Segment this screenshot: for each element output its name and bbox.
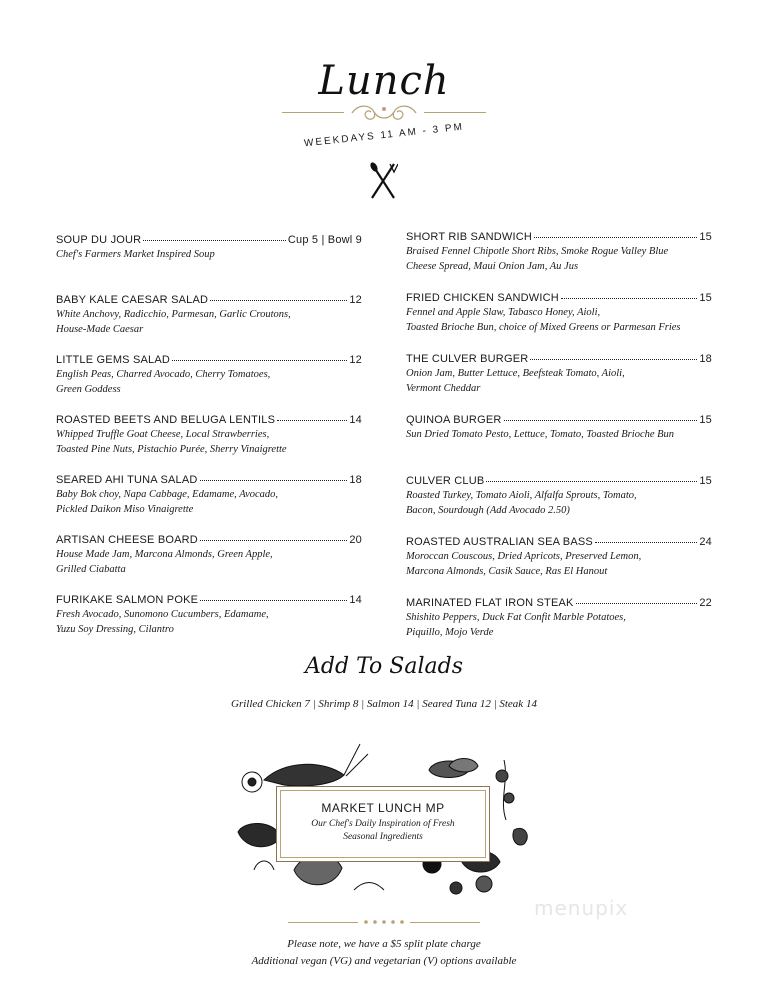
menu-item: [56, 354, 362, 414]
item-description: Braised Fennel Chipotle Short Ribs, Smoke Rogue Valley Blue Cheese Spread, Maui Onion Jam, Au Jus: [406, 246, 669, 272]
item-name: BABY KALE CAESAR SALAD: [56, 294, 209, 306]
flourish-icon: [344, 100, 424, 126]
item-description: Moroccan Couscous, Dried Apricots, Preserved Lemon, Marcona Almonds, Casik Sauce, Ras El Hanout: [406, 551, 642, 577]
item-price: 12: [349, 294, 362, 306]
title-rule-left: [282, 112, 344, 113]
item-name: SHORT RIB SANDWICH: [406, 231, 533, 243]
watermark: menupix: [534, 896, 629, 920]
item-description: House Made Jam, Marcona Almonds, Green Apple, Grilled Ciabatta: [56, 549, 273, 575]
split-plate-note: Please note, we have a $5 split plate charge: [287, 938, 481, 950]
item-price: 15: [699, 414, 712, 426]
item-price: 15: [699, 292, 712, 304]
title-rule-right: [424, 112, 486, 113]
fork-knife-icon: [368, 162, 398, 202]
item-name: LITTLE GEMS SALAD: [56, 354, 171, 366]
item-description: Onion Jam, Butter Lettuce, Beefsteak Tomato, Aioli, Vermont Cheddar: [406, 368, 625, 394]
item-name: ROASTED AUSTRALIAN SEA BASS: [406, 536, 593, 548]
item-description: White Anchovy, Radicchio, Parmesan, Garlic Croutons, House-Made Caesar: [56, 309, 291, 335]
market-lunch-title: MARKET LUNCH MP: [321, 801, 445, 815]
menu-item: [406, 414, 712, 475]
item-price: Cup 5 | Bowl 9: [287, 234, 362, 246]
item-description: Sun Dried Tomato Pesto, Lettuce, Tomato, Toasted Brioche Bun: [406, 429, 675, 440]
market-lunch-box: [276, 786, 490, 862]
item-name: ROASTED BEETS AND BELUGA LENTILS: [56, 414, 276, 426]
item-description: English Peas, Charred Avocado, Cherry Tomatoes, Green Goddess: [56, 369, 271, 395]
leader-dots: [486, 481, 697, 482]
item-price: 14: [349, 414, 362, 426]
leader-dots: [200, 540, 347, 541]
bottom-rule-left: [288, 922, 358, 923]
leader-dots: [210, 300, 347, 301]
menu-item: [406, 475, 712, 536]
leader-dots: [561, 298, 697, 299]
item-name: MARINATED FLAT IRON STEAK: [406, 597, 574, 609]
menu-item: [56, 594, 362, 654]
item-name: ARTISAN CHEESE BOARD: [56, 534, 198, 546]
bottom-rule-right: [410, 922, 480, 923]
leader-dots: [504, 420, 698, 421]
vegan-options-note: Additional vegan (VG) and vegetarian (V) options available: [251, 955, 517, 967]
leader-dots: [277, 420, 347, 421]
item-name: QUINOA BURGER: [406, 414, 502, 426]
menu-item: [406, 353, 712, 414]
item-description: Fennel and Apple Slaw, Tabasco Honey, Aioli, Toasted Brioche Bun, choice of Mixed Greens or Parmesan Fries: [406, 307, 681, 333]
leader-dots: [143, 240, 286, 241]
leader-dots: [530, 359, 697, 360]
menu-item: [56, 534, 362, 594]
item-description: Shishito Peppers, Duck Fat Confit Marble Potatoes, Piquillo, Mojo Verde: [406, 612, 626, 638]
item-price: 18: [699, 353, 712, 365]
menu-item: [406, 231, 712, 292]
leader-dots: [595, 542, 697, 543]
menu-item: [56, 474, 362, 534]
leader-dots: [172, 360, 347, 361]
menu-item: [406, 292, 712, 353]
item-name: FURIKAKE SALMON POKE: [56, 594, 199, 606]
ornament-dots-icon: [362, 917, 406, 927]
menu-column-left: [56, 234, 362, 654]
menu-title: Lunch: [318, 58, 450, 104]
item-name: THE CULVER BURGER: [406, 353, 529, 365]
hours-label: WEEKDAYS 11 AM - 3 PM: [303, 121, 465, 150]
add-to-salads-title: Add To Salads: [305, 654, 463, 679]
market-lunch-description: Our Chef's Daily Inspiration of Fresh Seasonal Ingredients: [311, 819, 455, 842]
item-price: 20: [349, 534, 362, 546]
item-name: CULVER CLUB: [406, 475, 485, 487]
leader-dots: [200, 600, 347, 601]
menu-item: [56, 294, 362, 354]
menu-item: [56, 234, 362, 294]
item-price: 24: [699, 536, 712, 548]
item-description: Chef's Farmers Market Inspired Soup: [56, 249, 215, 260]
item-price: 14: [349, 594, 362, 606]
item-name: SOUP DU JOUR: [56, 234, 142, 246]
menu-item: [406, 536, 712, 597]
item-price: 22: [699, 597, 712, 609]
item-description: Whipped Truffle Goat Cheese, Local Strawberries, Toasted Pine Nuts, Pistachio Purée, Sherry Vinaigrette: [56, 429, 287, 455]
item-price: 12: [349, 354, 362, 366]
item-price: 18: [349, 474, 362, 486]
item-description: Roasted Turkey, Tomato Aioli, Alfalfa Sprouts, Tomato, Bacon, Sourdough (Add Avocado 2.50): [406, 490, 637, 516]
leader-dots: [200, 480, 348, 481]
item-description: Baby Bok choy, Napa Cabbage, Edamame, Avocado, Pickled Daikon Miso Vinaigrette: [56, 489, 279, 515]
menu-column-right: [406, 231, 712, 658]
item-name: SEARED AHI TUNA SALAD: [56, 474, 198, 486]
add-to-salads-list: Grilled Chicken 7 | Shrimp 8 | Salmon 14 | Seared Tuna 12 | Steak 14: [231, 698, 537, 710]
menu-item: [56, 414, 362, 474]
item-price: 15: [699, 475, 712, 487]
menu-item: [406, 597, 712, 658]
item-description: Fresh Avocado, Sunomono Cucumbers, Edamame, Yuzu Soy Dressing, Cilantro: [56, 609, 269, 635]
leader-dots: [534, 237, 697, 238]
item-price: 15: [699, 231, 712, 243]
leader-dots: [576, 603, 698, 604]
item-name: FRIED CHICKEN SANDWICH: [406, 292, 559, 304]
